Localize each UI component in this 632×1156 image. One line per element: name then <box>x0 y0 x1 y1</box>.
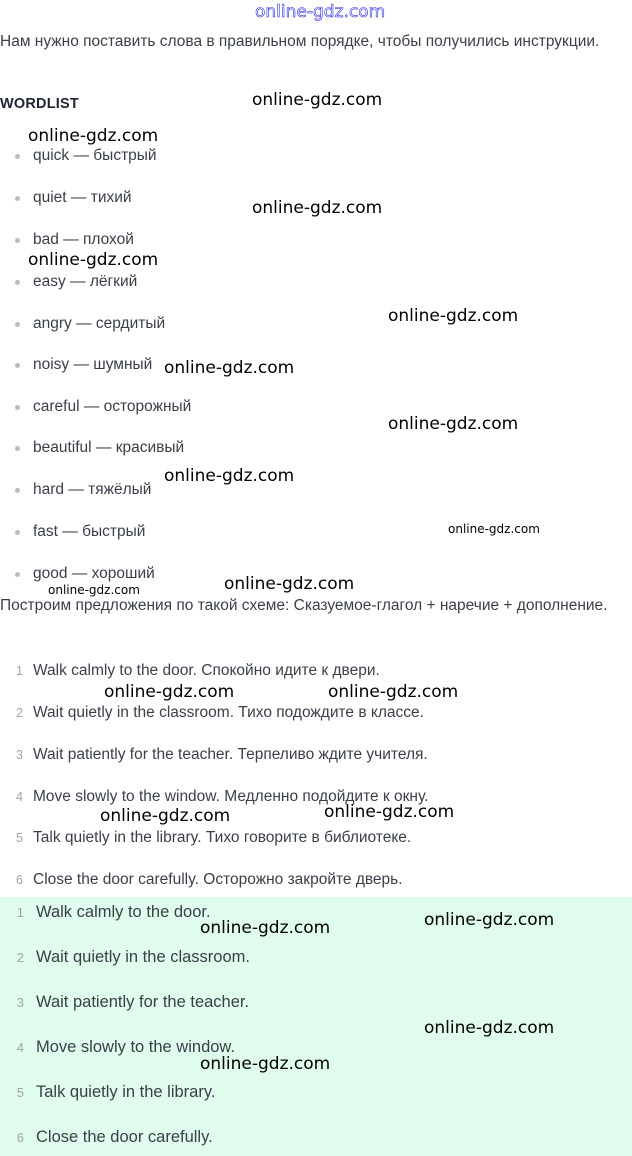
list-item: quick — быстрый <box>15 147 157 165</box>
watermark: online-gdz.com <box>388 414 519 434</box>
watermark: online-gdz.com <box>28 250 159 270</box>
list-item: bad — плохой <box>15 231 134 249</box>
watermark: online-gdz.com <box>388 306 519 326</box>
bullet-icon <box>15 530 20 535</box>
bullet-icon <box>15 363 20 368</box>
watermark: online-gdz.com <box>224 574 355 594</box>
list-item: 1 Walk calmly to the door. Спокойно идите к двери. <box>16 662 380 679</box>
watermark: online-gdz.com <box>252 90 383 110</box>
list-item: fast — быстрый <box>15 523 145 541</box>
list-item: 2 Wait quietly in the classroom. <box>16 948 250 966</box>
watermark: online-gdz.com <box>164 466 295 486</box>
watermark: online-gdz.com <box>200 918 331 938</box>
list-item: quiet — тихий <box>15 189 132 207</box>
list-item: beautiful — красивый <box>15 439 184 457</box>
watermark: online-gdz.com <box>252 198 383 218</box>
list-item: 1 Walk calmly to the door. <box>16 903 211 921</box>
watermark: online-gdz.com <box>200 1054 331 1074</box>
bullet-icon <box>15 572 20 577</box>
list-item: careful — осторожный <box>15 398 191 416</box>
list-item: 4 Move slowly to the window. <box>16 1038 236 1056</box>
bullet-icon <box>15 154 20 159</box>
watermark: online-gdz.com <box>164 358 295 378</box>
watermark: online-gdz.com <box>28 126 159 146</box>
list-item: 4 Move slowly to the window. Медленно подойдите к окну. <box>16 788 429 805</box>
watermark: online-gdz.com <box>424 1018 555 1038</box>
watermark: online-gdz.com <box>328 682 459 702</box>
list-item: 3 Wait patiently for the teacher. Терпеливо ждите учителя. <box>16 746 428 763</box>
watermark: online-gdz.com <box>448 522 540 536</box>
bullet-icon <box>15 196 20 201</box>
wordlist-heading: WORDLIST <box>0 96 79 112</box>
scheme-paragraph: Построим предложения по такой схеме: Сказуемое-глагол + наречие + дополнение. <box>0 597 608 614</box>
watermark: online-gdz.com <box>104 682 235 702</box>
list-item: 5 Talk quietly in the library. Тихо говорите в библиотеке. <box>16 829 412 846</box>
watermark: online-gdz.com <box>324 802 455 822</box>
watermark: online-gdz.com <box>100 806 231 826</box>
list-item: noisy — шумный <box>15 356 152 374</box>
list-item: good — хороший <box>15 565 155 583</box>
list-item: hard — тяжёлый <box>15 481 151 499</box>
bullet-icon <box>15 280 20 285</box>
bullet-icon <box>15 488 20 493</box>
list-item: 6 Close the door carefully. <box>16 1128 213 1146</box>
list-item: angry — сердитый <box>15 315 165 333</box>
watermark-top: online-gdz.com <box>255 2 386 22</box>
list-item: 3 Wait patiently for the teacher. <box>16 993 250 1011</box>
bullet-icon <box>15 322 20 327</box>
list-item: 6 Close the door carefully. Осторожно закройте дверь. <box>16 871 403 888</box>
bullet-icon <box>15 405 20 410</box>
list-item: 2 Wait quietly in the classroom. Тихо подождите в классе. <box>16 704 424 721</box>
watermark: online-gdz.com <box>48 583 140 597</box>
list-item: easy — лёгкий <box>15 273 137 291</box>
intro-paragraph: Нам нужно поставить слова в правильном порядке, чтобы получились инструкции. <box>0 33 600 50</box>
list-item: 5 Talk quietly in the library. <box>16 1083 216 1101</box>
bullet-icon <box>15 446 20 451</box>
bullet-icon <box>15 238 20 243</box>
watermark: online-gdz.com <box>424 910 555 930</box>
